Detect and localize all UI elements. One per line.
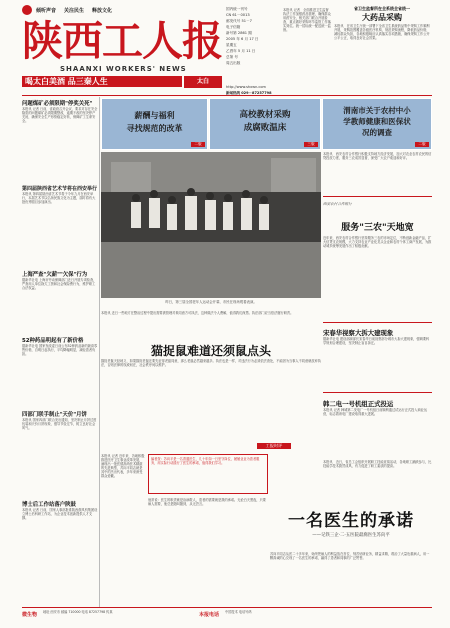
- footer-left: 微生物: [22, 611, 38, 618]
- promo-tag-2: 三版: [304, 142, 318, 147]
- left-headline-6: 博士后工作站落户陕鼓: [22, 502, 76, 508]
- commentary-tag: 工报时评: [257, 443, 291, 449]
- slogan-left: 倾听声音: [36, 8, 57, 14]
- feature-subtitle: ——记铁三企·二·五医院最腐医生苏向平: [312, 533, 390, 538]
- slogan-right: 释放文化: [92, 8, 113, 14]
- feature-title: 一名医生的承诺: [288, 511, 414, 531]
- right-headline-1: 服务"三农"天地宽: [341, 223, 414, 233]
- left-headline-5: 四部门联手制止"天价"月饼: [22, 412, 87, 418]
- slogan-mid: 关注民生: [64, 8, 85, 14]
- photo-caption: 昨日，第三届全国老年人运动会开幕，市民在现场观看表演。: [165, 300, 257, 304]
- right-rule-2: [323, 322, 432, 323]
- masthead-ad-banner: [22, 76, 182, 87]
- issue-info: 国内统一刊号 CN 61－0013 邮发代号 51－7 电子信箱 新号第 2861 期 2005 年 6 月 17 日 星期五 乙酉年 5 月 11 日 总第 号 周五出版: [226, 7, 259, 65]
- center-lower-mid-text: 他常说：医生的职责就是治病救人，患者的需要就是我的承诺。无论白天黑夜，只要病人需要，他总是随叫随到，从无怨言。: [148, 498, 266, 506]
- left-headline-4: 52种药品明起有了新价格: [22, 338, 84, 344]
- commentary-section: 本报讯 近日一些地方在整治过程中提出需要被管理对象同意方可执法，这种做法令人费解，值得我们深思。执法部门应当依法履行职责。 猫捉鼠难道还须鼠点头 猫捉老鼠天经地义，如果猫捉老鼠还要先征得老鼠同意，那么老鼠必然越来越多。执法也是一样，对违法行为必须依法查处，不能因为当事人不同意就放弃执法，否则法律的权威何在，社会秩序何以维护。 工报时评: [101, 311, 321, 448]
- commentary-headline: 猫捉鼠难道还须鼠点头: [150, 344, 271, 358]
- top-right-headline: 省卫生监督所在全系统全省统一: [354, 6, 410, 11]
- slogan-strip: [36, 7, 186, 15]
- promo-tag-1: 二版: [191, 142, 205, 147]
- left-headline-2: 第四届陕西省艺术节将在西安举行: [22, 186, 98, 192]
- masthead-english: SHAANXI WORKERS' NEWS: [60, 65, 187, 73]
- column-divider: [99, 97, 100, 607]
- masthead-logo-icon: [22, 5, 32, 15]
- highlight-box: 编者按：苏向平是一名普通医生，几十年如一日坚守岗位，兢兢业业为患者服务，用实际行动践行了医生的承诺，值得我们学习。: [148, 454, 268, 494]
- promo-box-1[interactable]: [101, 98, 208, 150]
- masthead-title: 陕西工人报: [22, 17, 222, 65]
- promo-box-3[interactable]: [322, 98, 432, 150]
- hotline: 新闻热线 029－87257798: [226, 91, 272, 95]
- promo-box-2[interactable]: [209, 98, 321, 150]
- center-photo: [101, 152, 321, 298]
- left-column: 问题煤矿必须限期"停奖关死" 本报讯 记者 日前，省政府召开会议，要求对存在安全隐患的问题煤矿必须限期整改，逾期不改的坚决停产关闭，确保安全生产形势稳定好转，保障矿工生命安全。 第四届陕西省艺术节将在西安举行 本报讯 第四届陕西省艺术节将于今年九月在西安举行，本届艺术节以弘扬民族文化为主题，届时将有大批优秀剧目参加演出。 上海严查"欠薪""欠保"行为 据新华社电 上海市劳动保障部门近日开展专项检查，严查用人单位拖欠工资和社会保险费行为，维护职工合法权益。 52种药品明起有了新价格 据新华社电 国家发改委日前公布52种药品新的最高零售价格，自明日起执行，平均降幅明显，减轻患者负担。 四部门联手制止"天价"月饼 本报讯 国家四部门联合发出通知，坚决制止月饼过度包装和天价月饼现象，倡导节俭过节，树立良好社会风气。 博士后工作站落户陕鼓 本报讯 记者 日前，国家人事部批准陕西鼓风机集团设立博士后科研工作站，为企业技术创新提供人才支撑。: [22, 101, 98, 520]
- right-rule-1: [323, 196, 432, 197]
- right-kicker: 西安农村合作银行: [323, 202, 352, 206]
- center-lower-left-text: 本报讯 记者 近年来，各地积极推进医疗卫生事业改革发展，涌现出一批医德高尚医术精湛的先进典型，苏向平同志就是其中的杰出代表，多年来深受群众爱戴。: [101, 454, 145, 478]
- promo-title-3: 渭南市关于农村中小 学教师健康和医保状 况的调查: [343, 106, 411, 137]
- masthead-rule: [22, 95, 432, 96]
- footer-bar: 微生物 地址 西安市 邮编 710000 电话 87257798 传真 本报电话 中国技术 电话号码: [22, 608, 432, 620]
- footer-right: 本报电话: [199, 611, 220, 618]
- right-headline-3: 韩二电一号机组正式投运: [323, 400, 394, 408]
- right-column: 本报讯 西安农村合作银行积极支持地方经济发展，加大对农业农村农民的信贷投放力度，服务三农成效显著，深受广大农户欢迎和好评。 西安农村合作银行 服务"三农"天地宽 近年来，西安农村合作银行坚持服务三农的市场定位，不断创新金融产品，扩大信贷支农规模，大力支持农业产业化龙头企业和农村个体工商户发展，为推动城乡统筹发展作出了积极贡献。 宋春华视察大拆大建现象 据新华社电 建设部副部长宋春华日前视察部分城市大拆大建现象，强调要科学规划合理建设，坚决制止盲目拆迁。 韩二电一号机组正式投运 本报讯 记者 韩城第二发电厂一号机组日前顺利通过试运行正式投入商业运营，标志着该电厂建设取得重大进展。: [323, 152, 432, 416]
- promo-title-1: 薪酬与福利 寻找规范的改革: [126, 111, 183, 133]
- promo-tag-3: 二版: [415, 142, 429, 147]
- top-right-article-left: 本报讯 记者 全面推进卫生监督执法工作加强药品管理，确保群众用药安全，相关部门联合开展检查，重点做好采购环节监管工作落实到位。统一招标统一配送统一监督。: [283, 8, 331, 32]
- ad-brand-box: 太白: [184, 76, 222, 88]
- right-lower-text: 本报讯 近日，省总工会组织开展职工技能竞赛活动，各地职工踊跃参与，比技能学技术蔚然成风，有力促进了职工素质的提高。: [323, 460, 432, 468]
- crowd-photo-icon: [101, 152, 321, 298]
- website: http://www.shxwn.com: [226, 85, 266, 89]
- left-headline-1: 问题煤矿必须限期"停奖关死": [22, 101, 93, 107]
- feature-block: [270, 510, 432, 550]
- right-rule-3: [323, 392, 432, 393]
- footer-mid: 中国技术 电话号码: [225, 610, 252, 614]
- left-headline-3: 上海严查"欠薪""欠保"行为: [22, 272, 88, 278]
- right-headline-2: 宋春华视察大拆大建现象: [323, 329, 394, 337]
- top-right-article: 省卫生监督所在全系统全省统一 大药品采购 本报讯 在省卫生厅统一部署下全省卫生系统药品集中采购工作顺利开展，采购范围覆盖各级医疗机构，规范采购流程，降低药品价格，减轻群众负担，各地积极响应认真落实各项措施，确保采购工作公开公平公正，取得良好社会效果。: [334, 6, 430, 40]
- top-right-subheadline: 大药品采购: [362, 13, 402, 22]
- feature-body: 苏向平同志从医二十多年来，始终把病人的利益放在首位，刻苦钻研业务，精益求精，救治了大量危重病人，用一颗真诚的心兑现了一名医生的承诺，赢得了患者和同事的广泛赞誉。: [270, 552, 430, 560]
- promo-title-2: 高校教材采购 成腐败温床: [239, 110, 291, 133]
- ad-text: 喝太白美酒 品三秦人生: [25, 77, 108, 86]
